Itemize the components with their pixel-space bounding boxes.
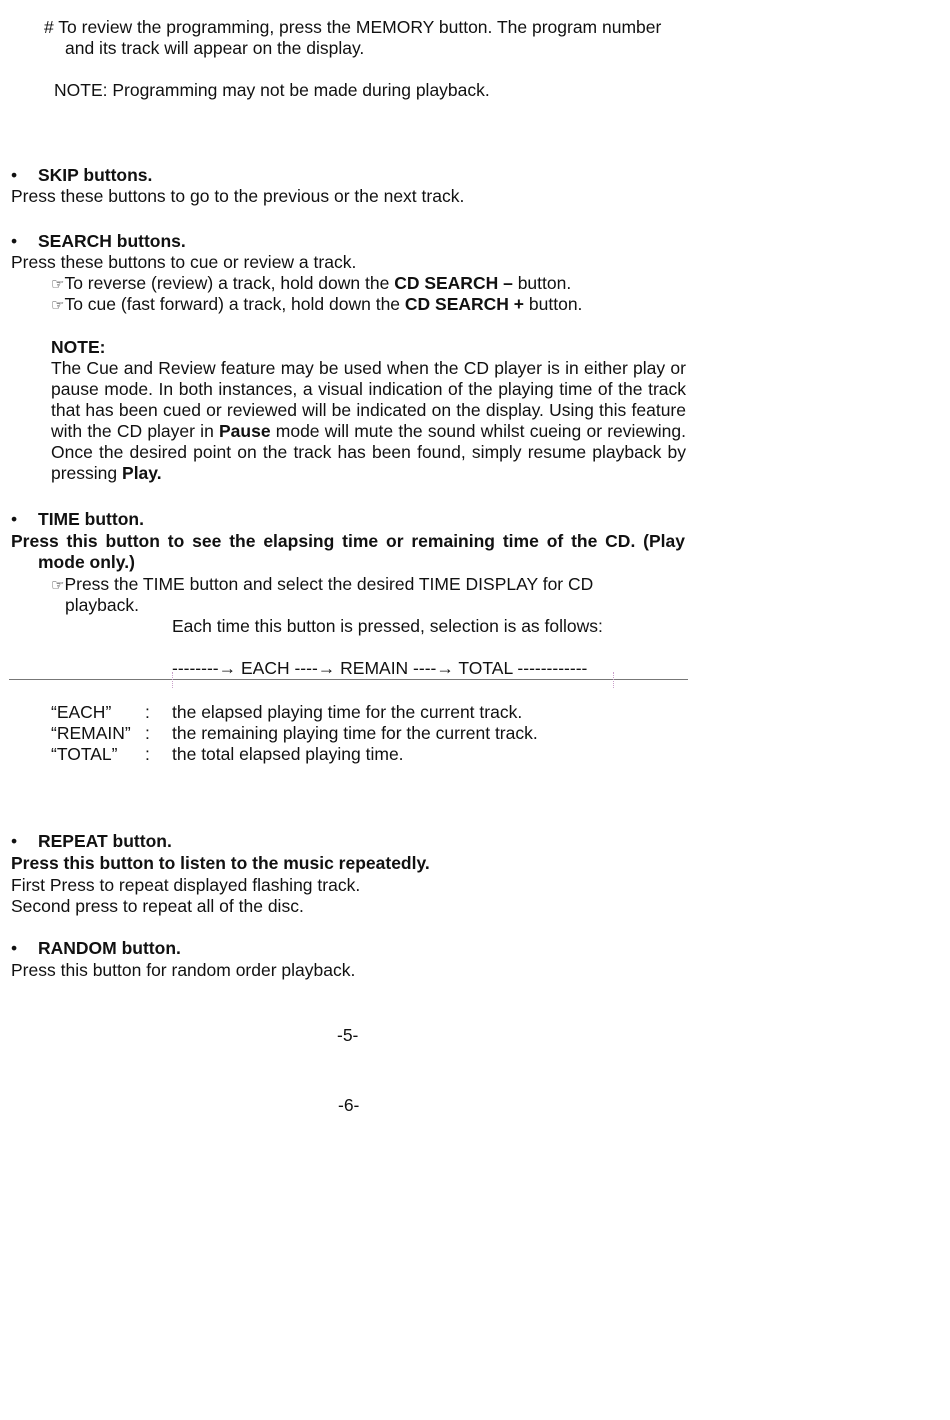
sequence-start-marker bbox=[172, 672, 173, 688]
review-programming-line1: # To review the programming, press the MEMORY button. The program number bbox=[44, 17, 662, 37]
time-each-press-text: Each time this button is pressed, selection is as follows: bbox=[172, 616, 603, 636]
page-number-5: -5- bbox=[337, 1025, 359, 1045]
search-note-paragraph: The Cue and Review feature may be used when the CD player is in either play or pause mode. In both instances, a visual indication of the playing time of the track that has been cued or reviewed will be indicated on the display. Using this feature with the CD player in Pause mode will mute the sound whilst cueing or reviewing. Once the desired point on the track has been found, simply resume playback by pressing Play. bbox=[51, 358, 686, 483]
def-text-total: the total elapsed playing time. bbox=[172, 744, 404, 764]
repeat-description: Press this button to listen to the music repeatedly. bbox=[11, 853, 430, 873]
def-separator: : bbox=[145, 723, 150, 743]
repeat-second-press: Second press to repeat all of the disc. bbox=[11, 896, 304, 916]
def-text-remain: the remaining playing time for the current track. bbox=[172, 723, 538, 743]
time-display-sequence: --------→ EACH ----→ REMAIN ----→ TOTAL ------------ bbox=[172, 658, 588, 678]
def-term-total: “TOTAL” bbox=[51, 744, 118, 764]
time-description-line2: mode only.) bbox=[38, 552, 135, 572]
def-text-each: the elapsed playing time for the current track. bbox=[172, 702, 523, 722]
random-description: Press this button for random order playback. bbox=[11, 960, 356, 980]
def-separator: : bbox=[145, 702, 150, 722]
time-bullet: • bbox=[11, 509, 18, 529]
time-press-line2: playback. bbox=[65, 595, 139, 615]
search-heading: SEARCH buttons. bbox=[38, 231, 186, 251]
pointing-hand-icon: ☞ bbox=[51, 297, 65, 314]
page-number-6: -6- bbox=[338, 1095, 360, 1115]
def-term-remain: “REMAIN” bbox=[51, 723, 131, 743]
search-bullet: • bbox=[11, 231, 18, 251]
search-note-heading: NOTE: bbox=[51, 337, 106, 357]
search-description: Press these buttons to cue or review a track. bbox=[11, 252, 357, 272]
time-description-line1: Press this button to see the elapsing time or remaining time of the CD. (Play bbox=[11, 531, 685, 551]
search-cue-line: ☞To cue (fast forward) a track, hold down the CD SEARCH + button. bbox=[51, 294, 583, 314]
pointing-hand-icon: ☞ bbox=[51, 276, 65, 293]
skip-description: Press these buttons to go to the previous or the next track. bbox=[11, 186, 465, 206]
repeat-first-press: First Press to repeat displayed flashing track. bbox=[11, 875, 361, 895]
skip-bullet: • bbox=[11, 165, 18, 185]
time-heading: TIME button. bbox=[38, 509, 144, 529]
pointing-hand-icon: ☞ bbox=[51, 577, 65, 594]
sequence-end-marker bbox=[613, 672, 614, 688]
repeat-bullet: • bbox=[11, 831, 18, 851]
time-press-line1: ☞Press the TIME button and select the desired TIME DISPLAY for CD bbox=[51, 574, 594, 594]
def-term-each: “EACH” bbox=[51, 702, 112, 722]
random-heading: RANDOM button. bbox=[38, 938, 181, 958]
random-bullet: • bbox=[11, 938, 18, 958]
horizontal-rule bbox=[9, 679, 688, 680]
skip-heading: SKIP buttons. bbox=[38, 165, 153, 185]
search-reverse-line: ☞To reverse (review) a track, hold down the CD SEARCH – button. bbox=[51, 273, 572, 293]
repeat-heading: REPEAT button. bbox=[38, 831, 172, 851]
def-separator: : bbox=[145, 744, 150, 764]
review-programming-line2: and its track will appear on the display. bbox=[65, 38, 365, 58]
programming-note: NOTE: Programming may not be made during playback. bbox=[54, 80, 490, 100]
